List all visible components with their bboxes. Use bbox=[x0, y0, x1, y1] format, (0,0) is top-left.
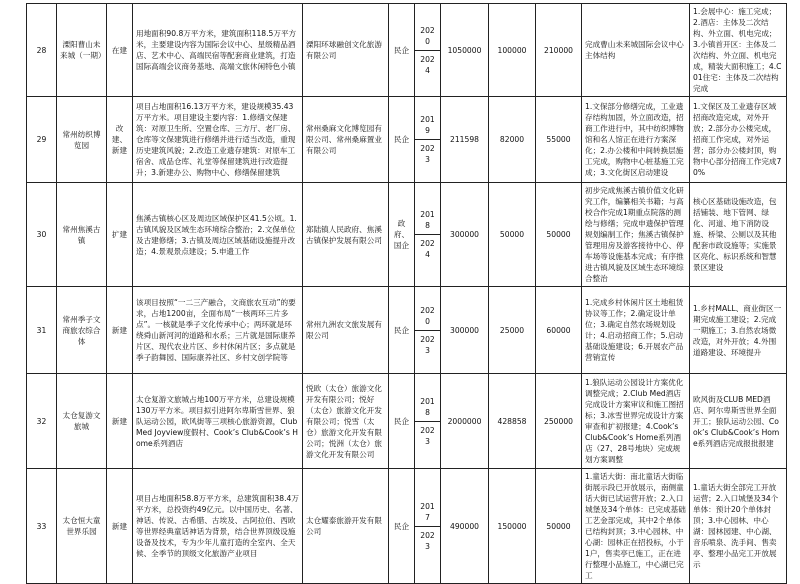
period-end: 2023 bbox=[420, 144, 435, 164]
planned-investment: 60000 bbox=[536, 287, 582, 374]
construction-type: 扩建 bbox=[107, 183, 133, 287]
total-investment: 211598 bbox=[441, 97, 489, 183]
progress-description: 1.完成乡村休闲片区土地租赁协议等工作；2.确定设计单位；3.确定自然农场规划设计；4.启动招商工作；5.启动基础设施建设；6.开展农产品营销宣传 bbox=[582, 287, 690, 374]
table-row bbox=[27, 97, 787, 183]
table-row bbox=[27, 469, 787, 584]
project-owner: 溧阳环球融创文化旅游有限公司 bbox=[303, 4, 389, 97]
construction-period bbox=[415, 374, 441, 469]
investor-type: 政府、国企 bbox=[389, 183, 415, 287]
project-content: 该项目按照“一二三产融合，文商旅农互动”的要求，占地1200亩，全面布局“一核两环三片多点”。一核就是季子文化传承中心；两环就是环绕舜山新河河的道路和水系；三片就是国际康养片区、现代农业片区、乡村休闲片区；多点就是季子韵舞园、国际康养社区、乡村文创学院等 bbox=[133, 287, 303, 374]
construction-period bbox=[415, 97, 441, 183]
period-separator bbox=[415, 234, 440, 235]
project-name: 常州焦溪古镇 bbox=[57, 183, 107, 287]
total-investment: 2000000 bbox=[441, 374, 489, 469]
construction-period bbox=[415, 469, 441, 584]
project-owner: 常州桑麻文化博览园有限公司、常州桑麻置业有限公司 bbox=[303, 97, 389, 183]
planned-investment: 50000 bbox=[536, 469, 582, 584]
period-start: 2020 bbox=[420, 25, 435, 46]
planned-investment: 210000 bbox=[536, 4, 582, 97]
period-separator bbox=[415, 139, 440, 140]
table-row bbox=[27, 4, 787, 97]
row-number: 30 bbox=[27, 183, 57, 287]
annual-target: 欧风街及CLUB MED酒店、阿尔卑斯雪世界全面开工；狼队运动公园、Cook’s Club&Cook’s Home系列酒店完成报批报建 bbox=[690, 374, 787, 469]
table-row bbox=[27, 183, 787, 287]
period-start: 2018 bbox=[420, 210, 435, 230]
project-content: 太仓复游文旅城占地100万平方米，总建设规模130万平方米。项目拟引进阿尔卑斯雪世界、狼队运动公园，欧风街等三项核心旅游资源，Club Med Joyview度假村、Cook’s Club&Cook’s Home系列酒店 bbox=[133, 374, 303, 469]
construction-period bbox=[415, 4, 441, 97]
construction-type: 新建 bbox=[107, 287, 133, 374]
project-name: 溧阳曹山未来城（一期） bbox=[57, 4, 107, 97]
project-name: 常州纺织博览园 bbox=[57, 97, 107, 183]
period-start: 2018 bbox=[420, 396, 435, 417]
completed-investment: 50000 bbox=[489, 183, 536, 287]
row-number: 32 bbox=[27, 374, 57, 469]
period-end: 2023 bbox=[420, 530, 435, 551]
construction-period bbox=[415, 183, 441, 287]
progress-description: 1.狼队运动公园设计方案优化调整完成；2.Club Med酒店完成设计方案审议和施工图招标；3.冰雪世界完成设计方案审查和扩初报建；4.Cook’s Club&Cook’s Home系列酒店（27、28号地块）完成规划方案调整 bbox=[582, 374, 690, 469]
progress-description: 1.文保部分修缮完成，工业遗存结构加固，外立面改造，招商工作进行中，其中纺织博物馆和名人馆正在进行方案深化；2.办公楼和中间转换层施工完成，购物中心桩基施工完成；3.文化街区启动建设 bbox=[582, 97, 690, 183]
investor-type: 民企 bbox=[389, 4, 415, 97]
project-name: 太仓恒大童世界乐园 bbox=[57, 469, 107, 584]
planned-investment: 55000 bbox=[536, 97, 582, 183]
row-number: 31 bbox=[27, 287, 57, 374]
period-end: 2024 bbox=[420, 239, 435, 259]
completed-investment: 428858 bbox=[489, 374, 536, 469]
investor-type: 民企 bbox=[389, 469, 415, 584]
project-content: 用地面积90.8万平方米，建筑面积118.5万平方米，主要建设内容为国际会议中心、星级精品酒店、艺术中心、高端民宿等配套商业建筑，打造国际高端会议商务基地、高端文旅休闲特色小镇 bbox=[133, 4, 303, 97]
annual-target: 1.文保区及工业遗存区域招商改造完成，对外开放；2.部分办公楼完成，招商工作完成，对外运营；部分办公楼封顶，购物中心部分招商工作完成70% bbox=[690, 97, 787, 183]
construction-type: 在建 bbox=[107, 4, 133, 97]
total-investment: 1050000 bbox=[441, 4, 489, 97]
period-end: 2024 bbox=[420, 54, 435, 75]
planned-investment: 50000 bbox=[536, 183, 582, 287]
investor-type: 民企 bbox=[389, 287, 415, 374]
project-owner: 悦欧（太仓）旅游文化开发有限公司；悦好（太仓）旅游文化开发有限公司；悦雪（太仓）旅游文化开发有限公司；悦洲（太仓）旅游文化开发有限公司 bbox=[303, 374, 389, 469]
period-separator bbox=[415, 330, 440, 331]
project-owner: 常州九洲农文旅发展有限公司 bbox=[303, 287, 389, 374]
project-owner: 太仓耀泰旅游开发有限公司 bbox=[303, 469, 389, 584]
period-separator bbox=[415, 50, 440, 51]
period-start: 2017 bbox=[420, 501, 435, 522]
annual-target: 1.会展中心：施工完成；2.酒店：主体及二次结构、外立面、机电完成；3.小镇首开区：主体及二次结构、外立面、机电完成，精装大面积施工；4.C01住宅：主体及二次结构完成 bbox=[690, 4, 787, 97]
row-number: 29 bbox=[27, 97, 57, 183]
project-content: 焦溪古镇核心区及周边区域保护区41.5公顷。1.古镇风貌及区域生态环境综合整治；2.文保单位及古建修缮；3.古镇及周边区域基础设施提升改造；4.景观景点建设；5.申遗工作 bbox=[133, 183, 303, 287]
row-number: 33 bbox=[27, 469, 57, 584]
row-number: 28 bbox=[27, 4, 57, 97]
project-content: 项目占地面积58.8万平方米，总建筑面积38.4万平方米，总投资约49亿元。以中国历史、名著、神话、传说、古希腊、古埃及、古阿拉伯、西欧等世界经典童话神话为背景，结合世界顶级设施设备及技术，专为少年儿童打造的全室内、全天候、全季节的顶级文化旅游产业项目 bbox=[133, 469, 303, 584]
total-investment: 300000 bbox=[441, 183, 489, 287]
period-end: 2023 bbox=[420, 425, 435, 446]
investor-type: 民企 bbox=[389, 97, 415, 183]
project-table bbox=[26, 3, 787, 584]
annual-target: 核心区基础设施改造，包括铺装、地下管网、绿化、河道、地下消防设施、桥梁、公厕以及其他配套市政设施等；实施景区亮化、标识系统和智慧景区建设 bbox=[690, 183, 787, 287]
progress-description: 初步完成焦溪古镇价值文化研究工作，编纂相关书籍；与高校合作完成1期重点院落的测绘与修缮；完成申遗保护管理规划编制工作；焦溪古镇保护管理用房及游客接待中心、停车场等设施基本完成；有序推进古镇风貌及区域生态环境综合整治 bbox=[582, 183, 690, 287]
period-separator bbox=[415, 526, 440, 527]
construction-period bbox=[415, 287, 441, 374]
construction-type: 新建 bbox=[107, 469, 133, 584]
progress-description: 1.童话大街：南北童话大街临街展示段已开放展示，南侧童话大街已试运营开放；2.入口城堡及34个单体：已完成基础工艺金部完成，其中2个单体已结构封顶；3.中心园林、中心湖：园林正在招投标，小于1户，售卖亭已施工，正在进行整理小品施工，中心湖已完工 bbox=[582, 469, 690, 584]
project-content: 项目占地面积16.13万平方米，建设规模35.43万平方米。项目建设主要内容：1.修缮文保建筑：对原卫生所、空置仓库、三方厅、老厂房、仓库等文保建筑进行修缮并进行适当改造，重现历史建筑风貌；2.改造工业遗存建筑：对原车工宿舍、成品仓库、礼堂等保留建筑进行改造提升；3.新建办公、购物中心、修缮保留建筑 bbox=[133, 97, 303, 183]
table-row bbox=[27, 374, 787, 469]
planned-investment: 250000 bbox=[536, 374, 582, 469]
investor-type: 民企 bbox=[389, 374, 415, 469]
completed-investment: 100000 bbox=[489, 4, 536, 97]
table-row bbox=[27, 287, 787, 374]
completed-investment: 82000 bbox=[489, 97, 536, 183]
construction-type: 改建、新建 bbox=[107, 97, 133, 183]
project-owner: 郑陆镇人民政府、焦溪古镇保护发展有限公司 bbox=[303, 183, 389, 287]
project-name: 常州季子文商旅农综合体 bbox=[57, 287, 107, 374]
total-investment: 300000 bbox=[441, 287, 489, 374]
annual-target: 1.乡村MALL、商业街区一期完成施工建设；2.完成一期施工；3.自然农场微改造，对外开放；4.外围道路建设、环境提升 bbox=[690, 287, 787, 374]
progress-description: 完成曹山未来城国际会议中心主体结构 bbox=[582, 4, 690, 97]
project-name: 太仓复游文旅城 bbox=[57, 374, 107, 469]
completed-investment: 25000 bbox=[489, 287, 536, 374]
period-start: 2019 bbox=[420, 115, 435, 135]
completed-investment: 150000 bbox=[489, 469, 536, 584]
period-separator bbox=[415, 421, 440, 422]
period-end: 2023 bbox=[420, 334, 435, 355]
period-start: 2020 bbox=[420, 305, 435, 326]
construction-type: 新建 bbox=[107, 374, 133, 469]
annual-target: 1.童话大街全部完工开放运营；2.入口城堡及34个单体：预计20个单体封顶；3.中心园林、中心湖：园林园建、中心湖、音乐喷泉、洗手间、售卖亭、整理小品完工开放展示 bbox=[690, 469, 787, 584]
total-investment: 490000 bbox=[441, 469, 489, 584]
